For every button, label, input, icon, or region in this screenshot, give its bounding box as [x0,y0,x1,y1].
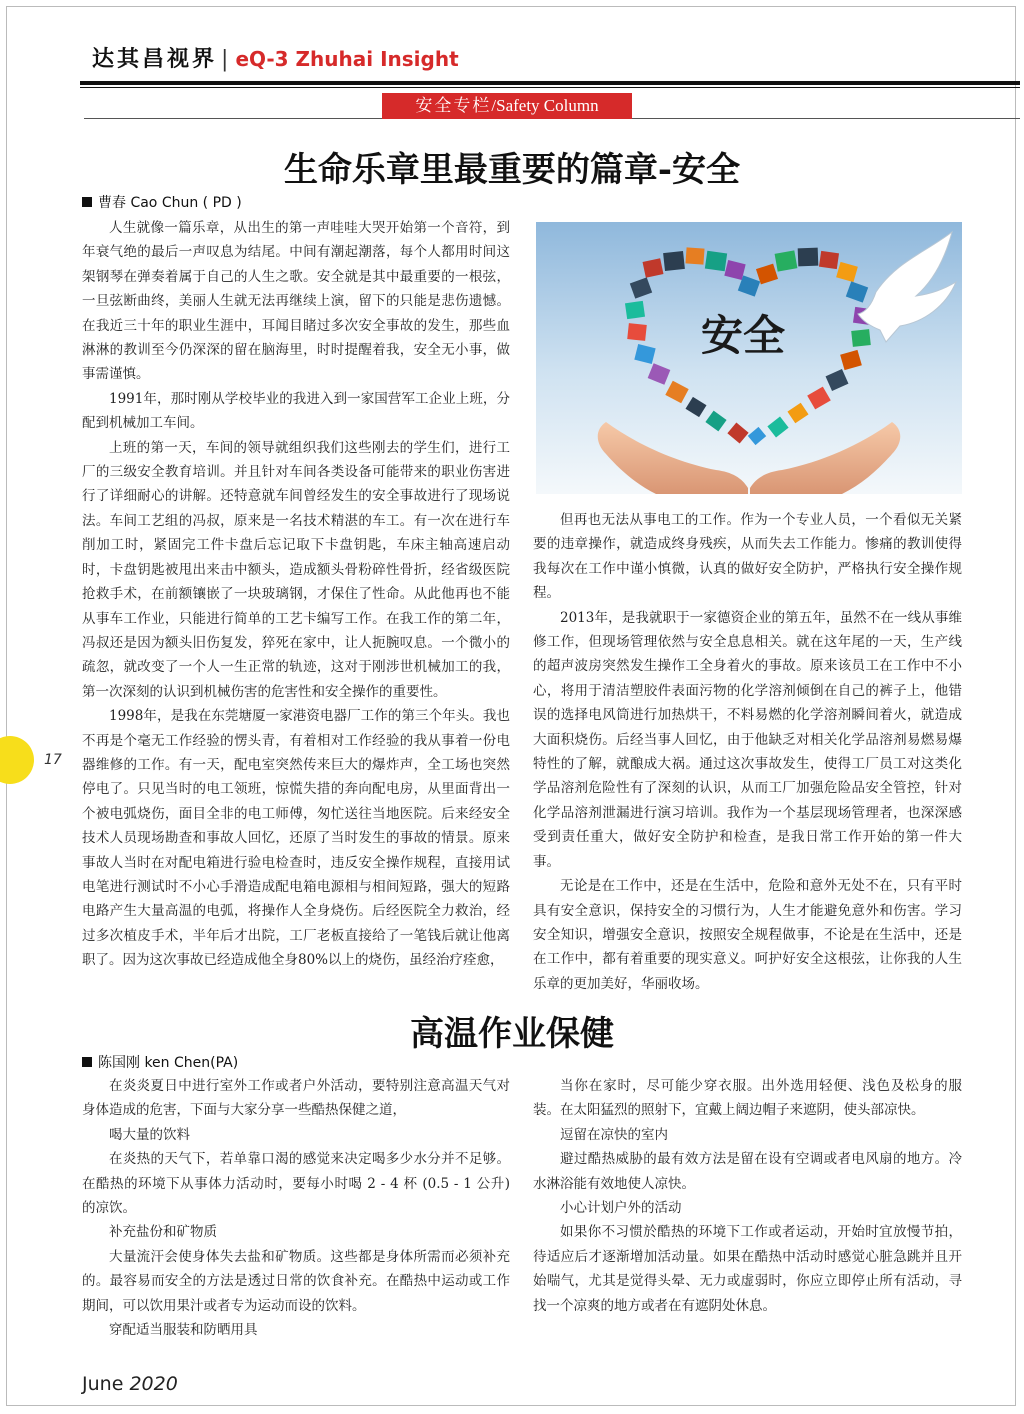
header-rule [80,81,1020,85]
paragraph: 2013年，是我就职于一家德资企业的第五年，虽然不在一线从事维修工作，但现场管理依然与安全息息相关。就在这年尾的一天，生产线的超声波房突然发生操作工全身着火的事故。原来该员工在工作中不小心，将用于清洁塑胶件表面污物的化学溶剂倾倒在自己的裤子上，他错误的选择电风筒进行加热烘干，不料易燃的化学溶剂瞬间着火，就造成大面积烧伤。后经当事人回忆，由于他缺乏对相关化学品溶剂易燃易爆特性的了解，就酿成大祸。通过这次事故发生，使得工厂员工对这类化学品溶剂危险性有了深刻的认识，从而工厂加强危险品安全管控，针对化学品溶剂泄漏进行演习培训。我作为一个基层现场管理者，也深深感受到责任重大，做好安全防护和检查，是我日常工作开始的第一件大事。 [533,609,962,870]
paragraph: 无论是在工作中，还是在生活中，危险和意外无处不在，只有平时具有安全意识，保持安全的习惯行为，人生才能避免意外和伤害。学习安全知识，增强安全意识，按照安全规程做事，不论是在生活中，还是在工作中，都有着重要的现实意义。呵护好安全这根弦，让你我的人生乐章的更加美好，华丽收场。 [533,878,962,992]
paragraph: 如果你不习惯於酷热的环境下工作或者运动，开始时宜放慢节拍，待适应后才逐渐增加活动量。如果在酷热中活动时感觉心脏急跳并且开始喘气，尤其是觉得头晕、无力或虚弱时，你应立即停止所有活动，寻找一个凉爽的地方或者在有遮阴处休息。 [533,1224,962,1314]
issue-year: 2020 [129,1373,178,1395]
article2-column-left [82,1074,510,1342]
paragraph: 在炎热的天气下，若单靠口渴的感觉来决定喝多少水分并不足够。在酷热的环境下从事体力活动时，要每小时喝 2 - 4 杯 (0.5 - 1 公升) 的凉饮。 [82,1151,510,1217]
paragraph: 避过酷热威胁的最有效方法是留在设有空调或者电风扇的地方。冷水淋浴能有效地使人凉快。 [533,1151,962,1192]
article1-column-left [82,216,510,973]
paragraph: 大量流汗会使身体失去盐和矿物质。这些都是身体所需而必须补充的。最容易而安全的方法是透过日常的饮食补充。在酷热中运动或工作期间，可以饮用果汁或者专为运动而设的饮料。 [82,1248,510,1314]
paragraph: 穿配适当服装和防晒用具 [109,1322,258,1339]
column-label-en: /Safety Column [491,96,599,115]
paragraph: 人生就像一篇乐章，从出生的第一声哇哇大哭开始第一个音符，到年衰气绝的最后一声叹息为结尾。中间有潮起潮落，每个人都用时间这架钢琴在弹奏着属于自己的人生之歌。安全就是其中最重要的一根弦，一旦弦断曲终，美丽人生就无法再继续上演，留下的只能是悲伤遗憾。在我近三十年的职业生涯中，耳闻目睹过多次安全事故的发生，那些血淋淋的教训至今仍深深的留在脑海里，时时提醒着我，安全无小事，做事需谨慎。 [82,220,510,383]
paragraph: 上班的第一天，车间的领导就组织我们这些刚去的学生们，进行工厂的三级安全教育培训。并且针对车间各类设备可能带来的职业伤害进行了详细耐心的讲解。还特意就车间曾经发生的安全事故进行了现场说法。车间工艺组的冯叔，原来是一名技术精湛的车工。有一次在进行车削加工时，紧固完工件卡盘后忘记取下卡盘钥匙，车床主轴高速启动时，卡盘钥匙被甩出来击中额头，造成额头骨粉碎性骨折，经省级医院抢救手术，在前额镶嵌了一块玻璃钢，才保住了性命。从此他再也不能从事车工作业，只能进行简单的工艺卡编写工作。在我工作的第二年，冯叔还是因为额头旧伤复发，猝死在家中，让人扼腕叹息。一个微小的疏忽，就改变了一个人一生正常的轨迹，这对于刚涉世机械加工的我，第一次深刻的认识到机械伤害的危害性和安全操作的重要性。 [82,439,510,700]
article1-column-right [533,508,962,996]
paragraph: 当你在家时，尽可能少穿衣服。出外选用轻便、浅色及松身的服装。在太阳猛烈的照射下，宜戴上阔边帽子来遮阴，使头部凉快。 [533,1078,962,1119]
paragraph: 逗留在凉快的室内 [560,1126,668,1143]
paragraph: 喝大量的饮料 [109,1126,190,1143]
article2-author-name: 陈国刚 ken Chen(PA) [98,1055,239,1071]
author-bullet [82,197,92,207]
paragraph: 1991年，那时刚从学校毕业的我进入到一家国营军工企业上班，分配到机械加工车间。 [82,390,510,432]
header-rule-thin [80,87,1020,88]
column-label-cn: 安全专栏 [415,96,492,116]
column-tag [382,93,632,119]
paragraph: 小心计划户外的活动 [560,1200,682,1217]
issue-month: June [82,1373,124,1395]
paragraph: 补充盐份和矿物质 [109,1224,217,1241]
header-separator: | [221,47,232,72]
safety-heart-image [536,222,962,494]
image-safety-text: 安全 [700,311,786,360]
safety-illustration [536,222,962,494]
article1-author-name: 曹春 Cao Chun ( PD ) [98,195,242,211]
page-number: 17 [44,752,62,768]
article2-title: 高温作业保健 [410,1014,614,1054]
article2-author [82,1052,238,1072]
article2-column-right [533,1074,962,1318]
article1-author [82,192,242,212]
magazine-header [92,42,459,73]
header-title-cn: 达其昌视界 [92,46,218,72]
paragraph: 在炎炎夏日中进行室外工作或者户外活动，要特别注意高温天气对身体造成的危害，下面与大家分享一些酷热保健之道， [82,1078,510,1119]
issue-date [82,1373,178,1395]
author-bullet [82,1057,92,1067]
article1-title: 生命乐章里最重要的篇章-安全 [283,150,741,190]
header-title-en: eQ-3 Zhuhai Insight [235,47,459,71]
paragraph: 1998年，是我在东莞塘厦一家港资电器厂工作的第三个年头。我也不再是个毫无工作经验的愣头青，有着相对工作经验的我从事着一份电器维修的工作。有一天，配电室突然传来巨大的爆炸声，全工场也突然停电了。只见当时的电工领班，惊慌失措的奔向配电房，从里面背出一个被电弧烧伤，面目全非的电工师傅，匆忙送往当地医院。后来经安全技术人员现场勘查和事故人回忆，还原了当时发生的事故的情景。原来事故人当时在对配电箱进行验电检查时，违反安全操作规程，直接用试电笔进行测试时不小心手滑造成配电箱电源相与相间短路，强大的短路电路产生大量高温的电弧，将操作人全身烧伤。后经医院全力救治，经过多次植皮手术，半年后才出院，工厂老板直接给了一笔钱后就让他离职了。因为这次事故已经造成他全身80%以上的烧伤，虽经治疗痊愈， [82,708,510,969]
paragraph: 但再也无法从事电工的工作。作为一个专业人员，一个看似无关紧要的违章操作，就造成终身残疾，从而失去工作能力。惨痛的教训使得我每次在工作中谨小慎微，认真的做好安全防护，严格执行安全操作规程。 [533,512,962,602]
